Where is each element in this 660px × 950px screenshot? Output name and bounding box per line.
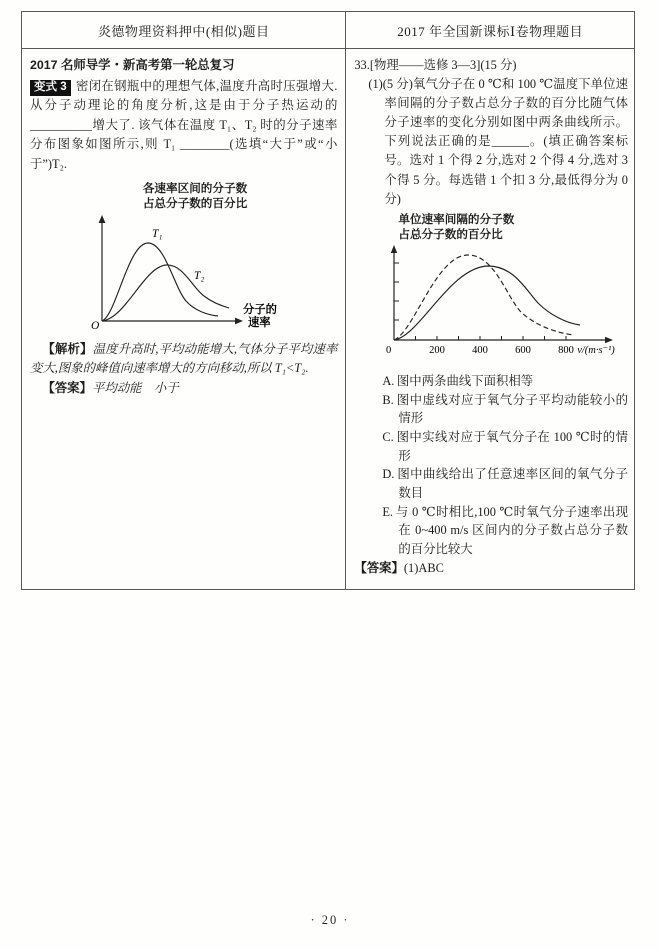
left-graph-canvas (68, 211, 308, 331)
answer-text-left: 平均动能 小于 (91, 380, 179, 395)
part1-text: 氧气分子在 0 ℃和 100 ℃温度下单位速率间隔的分子数占总分子数的百分比随气体分子速率的变化分别如图中两条曲线所示。下列说法正确的是______。(填正确答案标号。选对 1 个得 2 分,选对 2 个得 4 分,选对 3 个得 5 分。每选错 1 个扣 3 分,最低得分为 0 分) (384, 76, 628, 206)
question-title: [物理——选修 3—3](15 分) (369, 58, 517, 72)
speed-distribution-graph-left (68, 181, 308, 336)
curve-T2-label: T₂ (194, 269, 205, 282)
origin-label: O (91, 319, 100, 331)
option-A (382, 372, 628, 391)
page-number: · 20 · (310, 913, 350, 927)
option-B-label: B. (382, 392, 394, 407)
options-list (382, 372, 628, 558)
left-graph-ylabel-line2: 占总分子数的百分比 (142, 196, 248, 210)
question-heading (354, 56, 628, 75)
part1-label: (1)(5 分) (368, 76, 413, 91)
option-B (382, 391, 628, 428)
part1-paragraph (368, 75, 628, 210)
right-column-cell (346, 49, 634, 589)
problem-text: 密闭在钢瓶中的理想气体,温度升高时压强增大. 从分子动理论的角度分析,这是由于分子热运动的__________增大了. 该气体在温度 T₁、T₂ 时的分子速率分布图象如图所示,则 T₁ ________(选填“大于”或“小于”)T₂. (30, 78, 338, 171)
answer-label-left: 【答案】 (42, 380, 92, 395)
curve-T1 (102, 243, 218, 321)
header-cell-right: 2017 年全国新课标Ⅰ卷物理题目 (397, 24, 584, 39)
option-D-text: 图中曲线给出了任意速率区间的氧气分子数目 (396, 467, 628, 500)
comparison-table (21, 11, 635, 590)
y-axis-arrowhead-icon (99, 215, 106, 223)
left-column-cell (22, 49, 346, 589)
problem-paragraph (30, 77, 337, 175)
right-graph-canvas (372, 242, 624, 364)
speed-distribution-graph-right (372, 212, 624, 369)
right-graph-ylabel-line2: 占总分子数的百分比 (398, 228, 503, 242)
answer-text-right: (1)ABC (403, 561, 444, 576)
curve-100C-solid (394, 266, 580, 340)
answer-paragraph-right (354, 559, 628, 579)
option-E-label: E. (382, 504, 394, 519)
x-tick-label-200: 200 (429, 345, 446, 357)
analysis-label: 【解析】 (42, 341, 93, 356)
option-C (382, 428, 628, 465)
option-E (382, 503, 628, 559)
answer-label-right: 【答案】 (354, 561, 404, 576)
option-C-text: 图中实线对应于氧气分子在 100 ℃时的情形 (396, 430, 628, 463)
option-B-text: 图中虚线对应于氧气分子平均动能较小的情形 (396, 392, 628, 426)
option-A-label: A. (382, 374, 395, 389)
curve-T1-label: T₁ (152, 227, 163, 240)
table-body-row (22, 49, 634, 589)
option-A-text: 图中两条曲线下面积相等 (396, 374, 534, 389)
x-tick-label-400: 400 (472, 345, 489, 357)
option-E-text: 与 0 ℃时相比,100 ℃时氧气分子速率出现在 0~400 m/s 区间内的分子数占总分子数的百分比较大 (395, 504, 628, 556)
x-tick-label-800: 800 (558, 345, 575, 357)
table-header-row (22, 12, 634, 49)
source-line: 2017 名师导学・新高考第一轮总复习 (30, 58, 235, 72)
x-axis-arrowhead-icon (605, 337, 613, 343)
question-number: 33. (354, 58, 370, 72)
origin-label: 0 (386, 345, 392, 357)
option-C-label: C. (382, 430, 394, 445)
left-graph-ylabel-line1: 各速率区间的分子数 (142, 181, 248, 195)
analysis-paragraph (30, 340, 337, 379)
x-tick-label-600: 600 (515, 345, 532, 357)
x-axis-label-line2: 速率 (248, 316, 271, 329)
option-D-label: D. (382, 467, 395, 482)
variant-badge: 变式 3 (30, 80, 71, 97)
curve-T2 (102, 265, 229, 321)
right-graph-ylabel-line1: 单位速率间隔的分子数 (398, 213, 515, 227)
x-axis-arrowhead-icon (235, 317, 243, 324)
option-D (382, 465, 628, 502)
answer-paragraph-left (30, 379, 337, 399)
x-axis-unit-label: v/(m·s⁻¹) (577, 345, 616, 357)
curve-0C-dashed (394, 255, 574, 340)
y-axis-arrowhead-icon (391, 245, 397, 253)
header-cell-left: 炎德物理资料押中(相似)题目 (22, 12, 346, 48)
analysis-text: 温度升高时,平均动能增大,气体分子平均速率变大,图象的峰值向速率增大的方向移动,所以 T₁<T₂. (30, 341, 338, 376)
x-axis-label-line1: 分子的 (243, 303, 277, 316)
